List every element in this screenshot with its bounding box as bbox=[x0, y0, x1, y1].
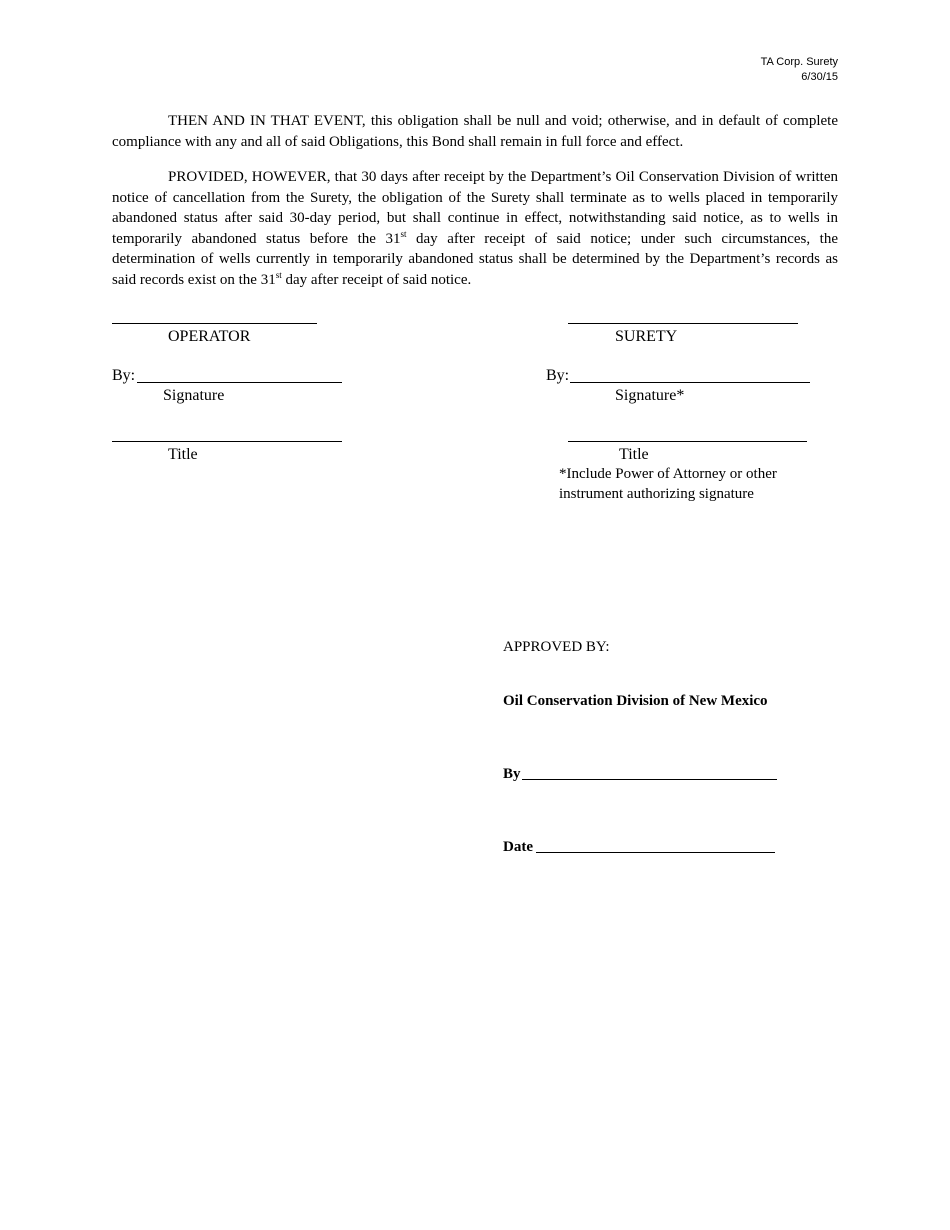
operator-title-label: Title bbox=[168, 446, 198, 463]
surety-signature-line[interactable] bbox=[570, 382, 810, 383]
p2-text-3: day after receipt of said notice. bbox=[281, 271, 472, 288]
surety-title-label: Title bbox=[619, 446, 649, 463]
operator-by-label: By: bbox=[112, 367, 136, 384]
p2-superscript-1: st bbox=[400, 228, 407, 239]
surety-label: SURETY bbox=[615, 328, 678, 345]
operator-title-line[interactable] bbox=[112, 441, 342, 442]
p2-superscript-2: st bbox=[275, 269, 282, 280]
header-company: TA Corp. Surety bbox=[760, 56, 838, 68]
approval-by-label: By bbox=[503, 766, 521, 782]
approval-date-line[interactable] bbox=[536, 852, 775, 853]
surety-name-line[interactable] bbox=[568, 323, 798, 324]
document-header bbox=[761, 55, 838, 85]
p2-text-2: day after receipt of said notice; under such circumstances, the determination of wells currently in temporarily abandoned status shall be determined by the Department’s records as said records exist on the 31 bbox=[112, 230, 839, 288]
surety-title-line[interactable] bbox=[568, 441, 807, 442]
paragraph-provided-however bbox=[112, 167, 838, 290]
operator-signature-line[interactable] bbox=[137, 382, 342, 383]
agency-name: Oil Conservation Division of New Mexico bbox=[503, 693, 768, 709]
surety-power-of-attorney-note: *Include Power of Attorney or other instrument authorizing signature bbox=[559, 466, 777, 502]
approval-by-line[interactable] bbox=[522, 779, 777, 780]
operator-label: OPERATOR bbox=[168, 328, 251, 345]
paragraph-null-and-void: THEN AND IN THAT EVENT, this obligation shall be null and void; otherwise, and in default of complete compliance with any and all of said Obligations, this Bond shall remain in full force and effect. bbox=[112, 113, 838, 150]
surety-by-label: By: bbox=[546, 367, 570, 384]
approved-by-label: APPROVED BY: bbox=[503, 639, 610, 655]
operator-signature-label: Signature bbox=[163, 387, 225, 404]
header-date: 6/30/15 bbox=[801, 71, 838, 83]
approval-date-label: Date bbox=[503, 839, 533, 855]
p2-text-1: PROVIDED, HOWEVER, that 30 days after receipt by the Department’s Oil Conservation Division of written notice of cancellation from the Surety, the obligation of the Surety shall terminate as to wells placed in temporarily abandoned status after said 30-day period, but shall continue in effect, notwithstanding said notice, as to wells in temporarily abandoned status before the 31 bbox=[112, 169, 838, 247]
surety-signature-label: Signature* bbox=[615, 387, 685, 404]
operator-name-line[interactable] bbox=[112, 323, 317, 324]
